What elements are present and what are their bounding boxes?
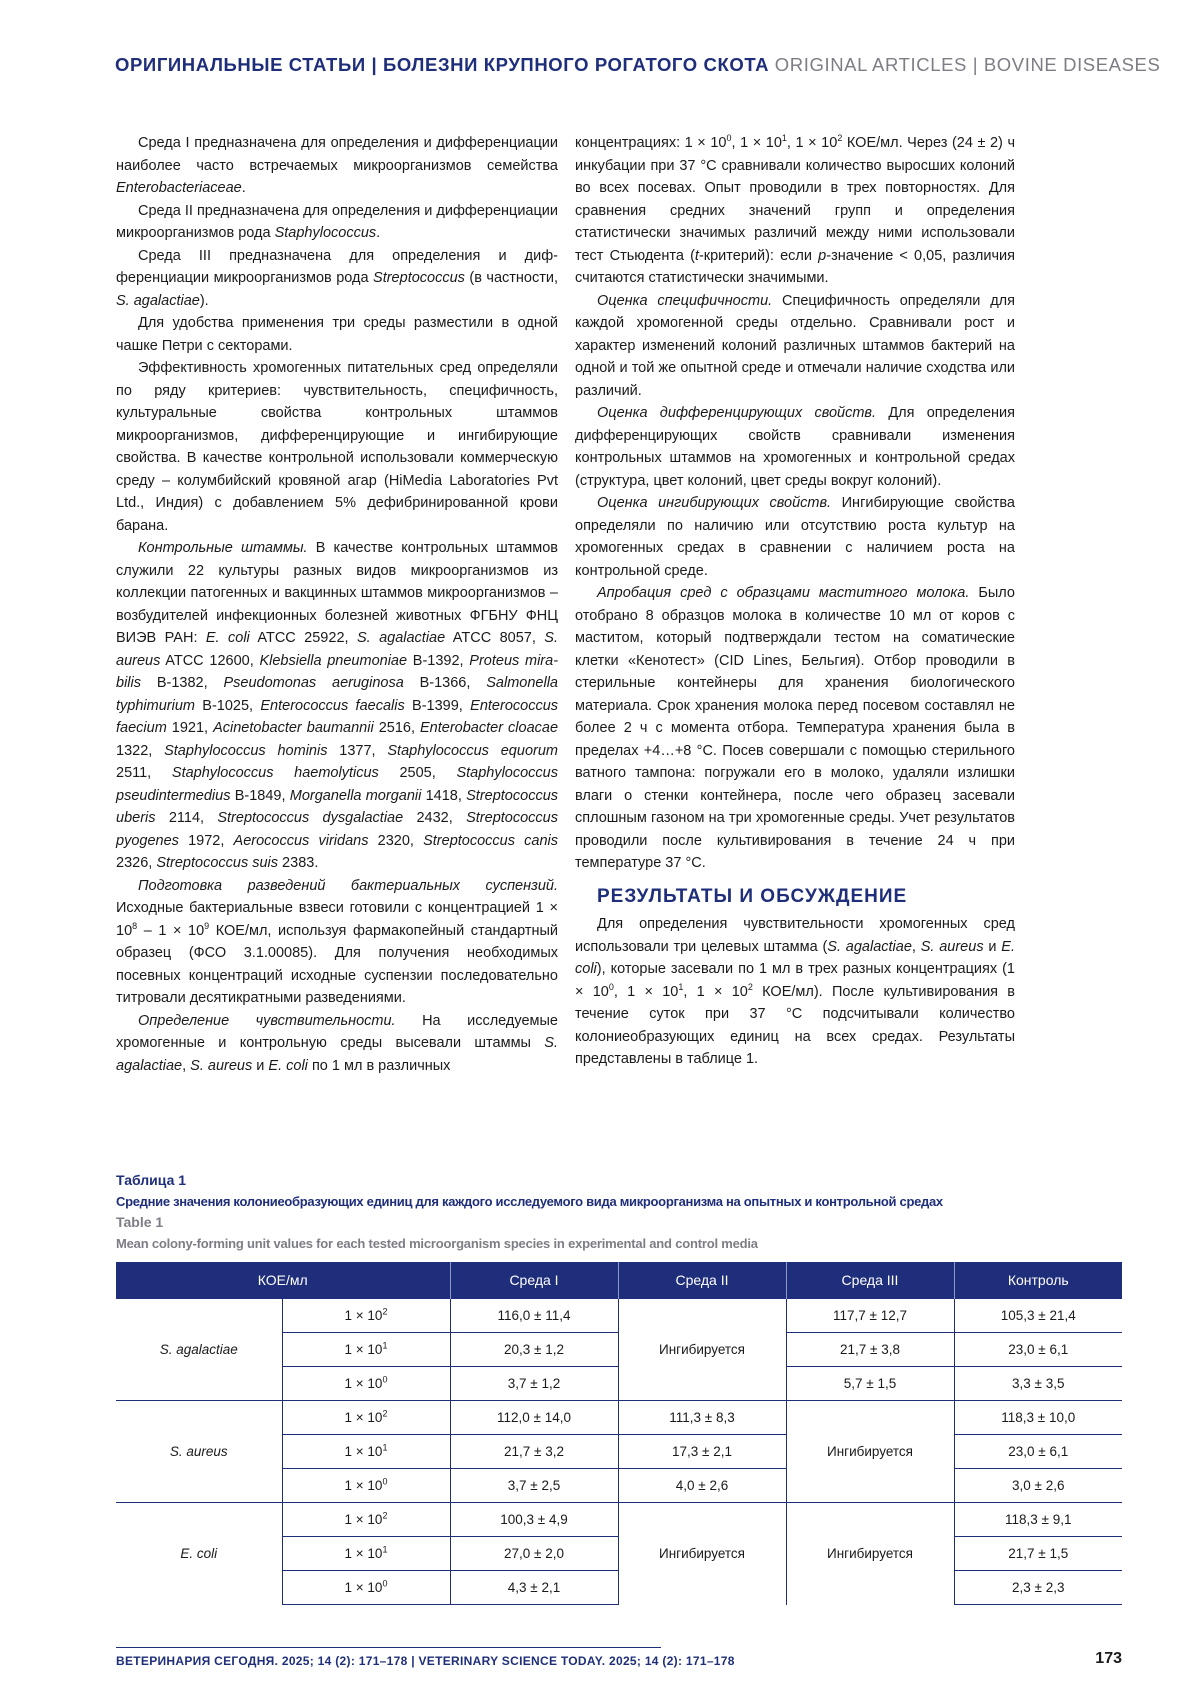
value-cell: 118,3 ± 10,0: [954, 1401, 1122, 1435]
value-cell: 5,7 ± 1,5: [786, 1367, 954, 1401]
paragraph: Среда I предназначена для определения и диффе­ренциации наиболее часто встречаемых микроорга­низмов семейства Enterobacteriaceae.: [116, 132, 558, 200]
value-cell: 118,3 ± 9,1: [954, 1503, 1122, 1537]
table-caption: [116, 1170, 1106, 1254]
value-cell: 17,3 ± 2,1: [618, 1435, 786, 1469]
paragraph: концентрациях: 1 × 100, 1 × 101, 1 × 102 КОЕ/мл. Через (24 ± 2) ч инкубации при 37 °C сравнивали количество выросших колоний во всех посевах. Опыт проводили в трех повторностях. Для сравнения средних значе­ний групп и определения статистически значимых различий между ними использовали тест Стьюдента (t-критерий): если p-значение < 0,05, различия счита­ются статистически значимыми.: [575, 132, 1015, 290]
table-title-en: Mean colony-forming unit values for each tested microorganism species in experimental and control media: [116, 1233, 1106, 1254]
value-cell: 3,7 ± 1,2: [450, 1367, 618, 1401]
value-cell: 4,3 ± 2,1: [450, 1571, 618, 1605]
value-cell: 21,7 ± 3,2: [450, 1435, 618, 1469]
inhibited-cell: Ингибируется: [618, 1299, 786, 1401]
dilution-cell: 1 × 102: [282, 1503, 450, 1537]
table-row: [116, 1401, 1122, 1435]
running-header: [115, 54, 1095, 76]
footer-divider: [116, 1647, 661, 1648]
value-cell: 4,0 ± 2,6: [618, 1469, 786, 1503]
dilution-cell: 1 × 101: [282, 1333, 450, 1367]
inhibited-cell: Ингибируется: [618, 1503, 786, 1605]
dilution-cell: 1 × 101: [282, 1537, 450, 1571]
left-column: [116, 132, 558, 1077]
paragraph-sensitivity: Определение чувствительности. На исследуемые хромогенные и контрольную среды высевали штам­мы S. agalactiae, S. aureus и E. coli по 1 мл в различных: [116, 1010, 558, 1078]
table-title-ru: Средние значения колониеобразующих единиц для каждого исследуемого вида микроорганизма на опытных и контрольной средах: [116, 1191, 1106, 1212]
organism-cell: E. coli: [116, 1503, 282, 1605]
footer-citation: ВЕТЕРИНАРИЯ СЕГОДНЯ. 2025; 14 (2): 171–178 | VETERINARY SCIENCE TODAY. 2025; 14 (2): 171–178: [116, 1654, 735, 1668]
dilution-cell: 1 × 100: [282, 1469, 450, 1503]
paragraph-control-strains: Контрольные штаммы. В качестве контрольных штаммов служили 22 культуры разных видов микро­организмов из коллекции патогенных и вакцинных штаммов микроорганизмов – возбудителей инфек­ционных болезней животных ФГБНУ ФНЦ ВИЭВ РАН: E. coli ATCC 25922, S. agalactiae ATCC 8057, S. aureus ATCC 12600, Klebsiella pneumoniae B-1392, Proteus mira­bilis B-1382, Pseudomonas aeruginosa B-1366, Salmonella typhimurium B-1025, Enterococcus faecalis B-1399, En­terococcus faecium 1921, Acinetobacter baumannii 2516, Enterobacter cloacae 1322, Staphylococcus hominis 1377, Staphylococcus equorum 2511, Staphylococcus haemoly­ticus 2505, Staphylococcus pseudintermedius B-1849, Mor­ganella morganii 1418, Streptococcus uberis 2114, Strep­tococcus dysgalactiae 2432, Streptococcus pyogenes 1972, Aerococcus viridans 2320, Streptococcus canis 2326, Strepto­coccus suis 2383.: [116, 537, 558, 875]
value-cell: 100,3 ± 4,9: [450, 1503, 618, 1537]
header-en: ORIGINAL ARTICLES | BOVINE DISEASES: [775, 54, 1161, 75]
value-cell: 3,0 ± 2,6: [954, 1469, 1122, 1503]
value-cell: 27,0 ± 2,0: [450, 1537, 618, 1571]
header-control: Контроль: [954, 1262, 1122, 1299]
header-cfu: КОЕ/мл: [116, 1262, 450, 1299]
paragraph: Среда III предназначена для определения и диф­ференциации микроорганизмов рода Streptococcus (в частности, S. agalactiae).: [116, 245, 558, 313]
paragraph-specificity: Оценка специфичности. Специфичность определя­ли для каждой хромогенной среды отдельно. Сравни­вали рост и характер изменений колоний различных штаммов бактерий на одной и той же опытной среде и отмечали наличие сходства или различий.: [575, 290, 1015, 403]
paragraph: Для удобства применения три среды разместили в одной чашке Петри с секторами.: [116, 312, 558, 357]
value-cell: 111,3 ± 8,3: [618, 1401, 786, 1435]
value-cell: 3,7 ± 2,5: [450, 1469, 618, 1503]
value-cell: 3,3 ± 3,5: [954, 1367, 1122, 1401]
table-row: [116, 1503, 1122, 1537]
organism-cell: S. agalactiae: [116, 1299, 282, 1401]
header-medium-1: Среда I: [450, 1262, 618, 1299]
dilution-cell: 1 × 101: [282, 1435, 450, 1469]
value-cell: 112,0 ± 14,0: [450, 1401, 618, 1435]
value-cell: 116,0 ± 11,4: [450, 1299, 618, 1333]
value-cell: 23,0 ± 6,1: [954, 1333, 1122, 1367]
table-row: [116, 1299, 1122, 1333]
dilution-cell: 1 × 102: [282, 1299, 450, 1333]
value-cell: 117,7 ± 12,7: [786, 1299, 954, 1333]
paragraph-inhibiting: Оценка ингибирующих свойств. Ингибирующие свойства определяли по наличию или отсутствию роста культур на хромогенных средах в сравнении с наличи­ем роста на контрольной среде.: [575, 492, 1015, 582]
paragraph-differentiating: Оценка дифференцирующих свойств. Для опреде­ления дифференцирующих свойств сравнивали изме­нения контрольных штаммов на хромогенных и кон­трольной средах (структура, цвет колоний, цвет среды вокруг колоний).: [575, 402, 1015, 492]
value-cell: 2,3 ± 2,3: [954, 1571, 1122, 1605]
paragraph: Эффективность хромогенных питательных сред определяли по ряду критериев: чувствительность, специфичность, культуральные свойства контроль­ных штаммов микроорганизмов, дифференцирующие и ингибирующие свойства. В качестве контрольной использовали коммерческую среду – колумбийский кровяной агар (HiMedia Laboratories Pvt Ltd., Индия) с добавлением 5% дефибринированной крови барана.: [116, 357, 558, 537]
paragraph: Среда II предназначена для определения и диффе­ренциации микроорганизмов рода Staphylococcus.: [116, 200, 558, 245]
value-cell: 21,7 ± 3,8: [786, 1333, 954, 1367]
table-label-en: Table 1: [116, 1212, 1106, 1233]
table-header-row: [116, 1262, 1122, 1299]
dilution-cell: 1 × 100: [282, 1367, 450, 1401]
value-cell: 23,0 ± 6,1: [954, 1435, 1122, 1469]
page-number: 173: [1095, 1650, 1122, 1668]
dilution-cell: 1 × 100: [282, 1571, 450, 1605]
value-cell: 20,3 ± 1,2: [450, 1333, 618, 1367]
header-ru: ОРИГИНАЛЬНЫЕ СТАТЬИ | БОЛЕЗНИ КРУПНОГО РОГАТОГО СКОТА: [115, 54, 769, 75]
section-heading-results: РЕЗУЛЬТАТЫ И ОБСУЖДЕНИЕ: [597, 886, 1015, 909]
right-column: [575, 132, 1015, 1071]
inhibited-cell: Ингибируется: [786, 1401, 954, 1503]
header-medium-3: Среда III: [786, 1262, 954, 1299]
dilution-cell: 1 × 102: [282, 1401, 450, 1435]
paragraph-results: Для определения чувствительности хромогенных сред использовали три целевых штамма (S. agalactiae, S. aureus и E. coli), которые засевали по 1 мл в трех раз­ных концентрациях (1 × 100, 1 × 101, 1 × 102 КОЕ/мл). После культивирования в течение суток при 37 °C под­считывали количество колониеобразующих единиц на всех средах. Результаты представлены в таблице 1.: [575, 913, 1015, 1071]
paragraph-dilutions: Подготовка разведений бактериальных суспензий. Исходные бактериальные взвеси готовили с концен­трацией 1 × 108 – 1 × 109 КОЕ/мл, используя фарма­копейный стандартный образец (ФСО 3.1.00085). Для получения необходимых посевных концентраций ис­ходные суспензии последовательно титровали десяти­кратными разведениями.: [116, 875, 558, 1010]
cfu-table: [116, 1262, 1122, 1605]
organism-cell: S. aureus: [116, 1401, 282, 1503]
paragraph-mastitis-milk: Апробация сред с образцами маститного молока. Было отобрано 8 образцов молока в количестве 10 мл от коров с маститом, который подтверждали тестом на соматические клетки «Кенотест» (CID Lines, Бель­гия). Отбор проводили в стерильные контейнеры для хранения биологического материала. Срок хранения молока перед посевом составлял не более 2 ч с мо­мента отбора. Температура хранения была в пределах +4…+8 °C. Посев совершали с помощью стерильного ватного тампона: погружали его в молоко, удаляли из­лишки влаги о стенки контейнера, после чего образец засевали сплошным газоном на три хромогенные сре­ды. Учет результатов проводили после культивирова­ния в течение 24 ч при температуре 37 °C.: [575, 582, 1015, 875]
table-label-ru: Таблица 1: [116, 1170, 1106, 1191]
value-cell: 105,3 ± 21,4: [954, 1299, 1122, 1333]
value-cell: 21,7 ± 1,5: [954, 1537, 1122, 1571]
inhibited-cell: Ингибируется: [786, 1503, 954, 1605]
header-medium-2: Среда II: [618, 1262, 786, 1299]
